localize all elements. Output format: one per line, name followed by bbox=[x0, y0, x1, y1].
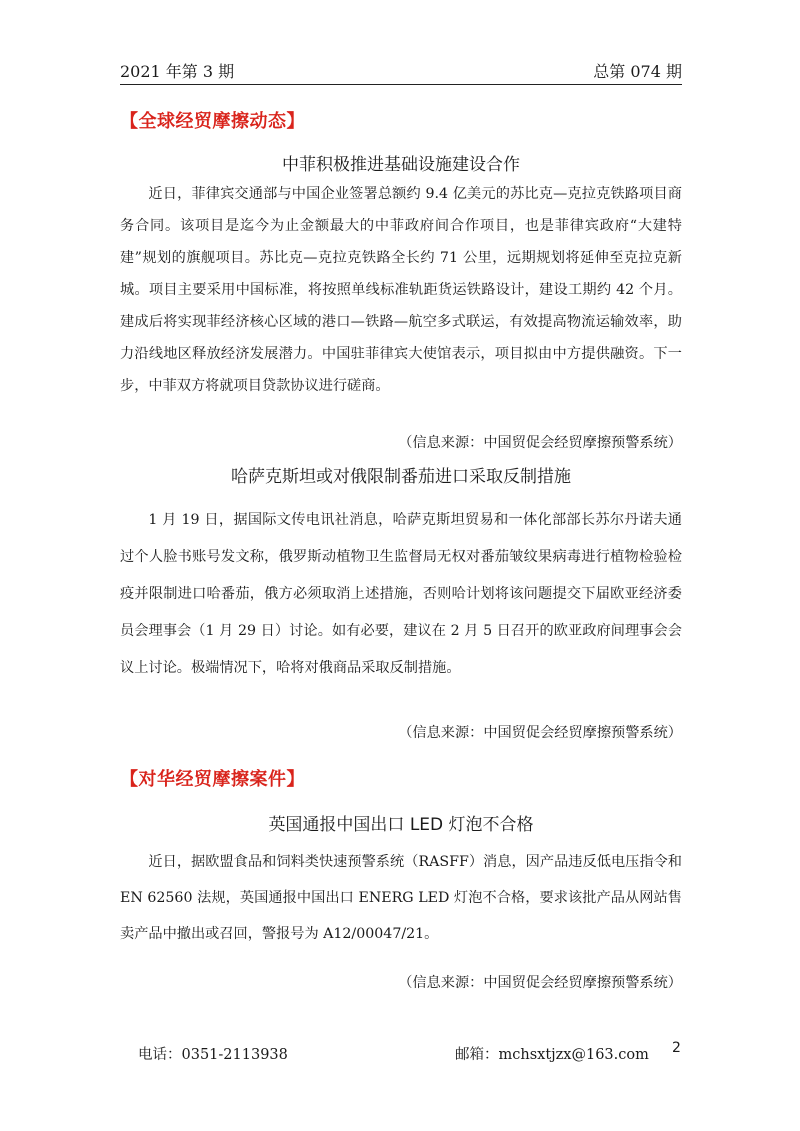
total-issue-label: 总第 074 期 bbox=[593, 62, 682, 81]
article-title: 中菲积极推进基础设施建设合作 bbox=[282, 155, 520, 175]
article-source: （信息来源：中国贸促会经贸摩擦预警系统） bbox=[398, 435, 682, 451]
article-source: （信息来源：中国贸促会经贸摩擦预警系统） bbox=[398, 975, 682, 991]
section-title-global: 【全球经贸摩擦动态】 bbox=[120, 111, 305, 132]
article-body: 近日，据欧盟食品和饲料类快速预警系统（RASFF）消息，因产品违反低电压指令和 EN 62560 法规，英国通报中国出口 ENERG LED 灯泡不合格，要求该批产品从网站售卖产品中撤出或召回，警报号为 A12/00047/21。 bbox=[120, 854, 682, 942]
article-title: 哈萨克斯坦或对俄限制番茄进口采取反制措施 bbox=[231, 467, 571, 487]
section-title-china-cases: 【对华经贸摩擦案件】 bbox=[120, 769, 305, 790]
footer-phone: 电话：0351-2113938 bbox=[138, 1047, 288, 1063]
article-body: 1 月 19 日，据国际文传电讯社消息，哈萨克斯坦贸易和一体化部部长苏尔丹诺夫通过个人脸书账号发文称，俄罗斯动植物卫生监督局无权对番茄皱纹果病毒进行植物检验检疫并限制进口哈番茄，俄方必须取消上述措施，否则哈计划将该问题提交下届欧亚经济委员会理事会（1 月 29 日）讨论。如有必要，建议在 2 月 5 日召开的欧亚政府间理事会会议上讨论。极端情况下，哈将对俄商品采取反制措施。 bbox=[120, 512, 682, 676]
page-header bbox=[120, 56, 682, 85]
article-title: 英国通报中国出口 LED 灯泡不合格 bbox=[268, 815, 534, 835]
page-number: 2 bbox=[672, 1040, 681, 1056]
issue-label: 2021 年第 3 期 bbox=[120, 62, 235, 81]
footer-email: 邮箱：mchsxtjzx@163.com bbox=[455, 1047, 649, 1063]
article-body: 近日，菲律宾交通部与中国企业签署总额约 9.4 亿美元的苏比克—克拉克铁路项目商务合同。该项目是迄今为止金额最大的中菲政府间合作项目，也是菲律宾政府“大建特建”规划的旗舰项目。苏比克—克拉克铁路全长约 71 公里，远期规划将延伸至克拉克新城。项目主要采用中国标准，将按照单线标准轨距货运铁路设计，建设工期约 42 个月。建成后将实现菲经济核心区域的港口—铁路—航空多式联运，有效提高物流运输效率，助力沿线地区释放经济发展潜力。中国驻菲律宾大使馆表示，项目拟由中方提供融资。下一步，中菲双方将就项目贷款协议进行磋商。 bbox=[120, 186, 682, 394]
article-source: （信息来源：中国贸促会经贸摩擦预警系统） bbox=[398, 725, 682, 741]
